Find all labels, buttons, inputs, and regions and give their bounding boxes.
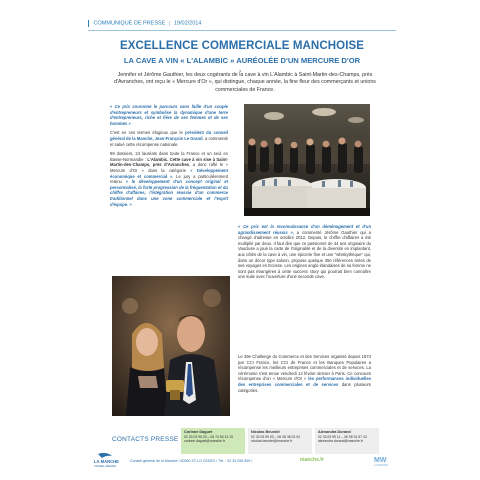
logo-text: LA MANCHE xyxy=(94,459,119,464)
contact-card xyxy=(181,428,245,454)
contact-name: Corinne Daguet xyxy=(184,430,213,434)
jury-quote: « le développement d'un concept original et personnalisé, la forte progression de la fréquentation et du chiffre d'affaires, l'intégration réussie d'un commerce traditionnel dans une zone commerciale et l'esprit d'équipe. » xyxy=(110,179,228,207)
contact-name: Nicolas Beurdel xyxy=(251,430,280,434)
text-span: qui pourrait bien connaître une suite avec l'ouverture d'une seconde cave. xyxy=(238,268,371,280)
text-span-italic: success story xyxy=(292,268,319,274)
left-paragraph-2 xyxy=(110,151,228,207)
footer-address: Conseil général de la Manche / 50050 ST-LO CEDEX / Tél. : 02 33 055 550 / xyxy=(130,459,253,463)
decorative-bullet: ● xyxy=(239,68,242,73)
text-span: Le 39e Challenge du Commerce et des Services organisé depuis 1974 par CCI France, les CCI de France et les Banques Populaires a récompensé les meilleurs entreprises commerciales et de services. La cérémonie s'est tenue vendredi 14 février dernier à Paris. Ce concours récompense d'un « Mercure d'Or » xyxy=(238,354,371,382)
header-label: COMMUNIQUÉ DE PRESSE xyxy=(93,20,166,27)
right-column-bottom xyxy=(238,354,371,397)
president-name: président du conseil général de la Manche, Jean-François Le Grand xyxy=(110,130,228,141)
contact-name: Alexandra Dorand xyxy=(318,430,351,434)
contact-phone: 02 33 05 99 53 – 06 08 38 03 04 xyxy=(251,434,301,439)
contact-card xyxy=(248,428,312,454)
right-paragraph-2 xyxy=(238,354,371,393)
mw-subtext: LA MANCHE xyxy=(374,464,388,467)
contacts-label: CONTACTS PRESSE xyxy=(112,436,179,443)
contact-phone: 02 33 05 95 03 – 06 74 50 13 15 xyxy=(184,434,234,439)
header-separator: | xyxy=(168,20,171,27)
manche-mw-logo xyxy=(371,455,393,467)
press-contacts xyxy=(88,428,396,454)
shop-location: L'Alambic. Cette cave à vin sise à Saint-Martin-des-Champs, près d'Avranches xyxy=(110,156,228,168)
contact-email[interactable]: nicolas.beurdel@manche.fr xyxy=(251,439,293,444)
document-header xyxy=(88,20,396,30)
right-column-top xyxy=(238,224,371,284)
contact-phone: 02 33 05 99 11 – 06 98 91 57 43 xyxy=(318,434,367,439)
press-release-page xyxy=(88,20,396,468)
event-photo-image xyxy=(244,104,370,216)
page-footer xyxy=(88,456,396,466)
left-paragraph-1 xyxy=(110,130,228,147)
right-paragraph-1 xyxy=(238,224,371,280)
gauthier-quote: « Ce prix est la reconnaissance d'un déménagement et d'un agrandissement réussis » xyxy=(238,224,371,235)
logo-subtext: CONSEIL GÉNÉRAL xyxy=(94,465,117,468)
left-quote: « Ce prix couronne le parcours sans faille d'un couple d'entrepreneurs et symbolise la dynamique d'une terre d'entrepreneurs, riche et fière de ses femmes et de ses hommes » xyxy=(110,104,228,126)
header-bar xyxy=(88,20,89,27)
award-category: « Développement économique et commercial » xyxy=(110,167,228,179)
header-date: 19/02/2014 xyxy=(173,20,202,27)
contact-email[interactable]: corinne.daguet@manche.fr xyxy=(184,439,225,444)
contact-card xyxy=(315,428,379,454)
event-photo xyxy=(244,104,370,216)
mw-text: MW xyxy=(374,457,387,464)
text-span: , a commenté Jérôme Gauthier qui a changé d'adresse en octobre 2012. Depuis, le chiffre d'affaires a été multiplié par deux. Il faut dire que ce passionné de 44 ans originaire du Vaucluse a joué la carte de l'originalité et de la diversité en implantant, aux côtés de la cave à vin, une épicerie fine et une "whiskythèque" qui, dans un décor type saloon, propose quelque 350 références tirées de ses voyages en Ecosse. Les origines anglo-irlandaises de sa femme ne sont pas étrangères à cette xyxy=(238,229,371,274)
text-span: 99 dossiers, 24 lauréats dans toute la France et un seul en Basse-Normandie : xyxy=(110,151,228,162)
performance-highlight: les performances individuelles des entreprises commerciales et de services xyxy=(238,376,371,387)
header-divider xyxy=(88,30,396,31)
la-manche-logo xyxy=(92,452,120,468)
text-span: . Le jury a particulièrement retenu xyxy=(110,173,229,185)
page-subtitle: LA CAVE A VIN « L'ALAMBIC » AURÉOLÉE D'UN MERCURE D'OR xyxy=(123,56,361,65)
text-span: C'est en ces termes élogieux que le xyxy=(110,130,183,136)
winners-photo xyxy=(112,276,230,416)
footer-website[interactable]: manche.fr xyxy=(300,457,324,463)
text-span: , a donc raflé le « Mercure d'Or » dans la catégorie xyxy=(110,162,228,173)
intro-paragraph: Jennifer et Jérôme Gauthier, les deux cogérants de la cave à vin L'Alambic à Saint-Martin-des-Champs, près d'Avranches, ont reçu le « Mercure d'Or », qui distingue, chaque année, la fine fleur des commerçants et unions commerciales de France. xyxy=(114,72,376,93)
text-span: dans plusieurs catégories. xyxy=(238,381,372,393)
page-title: EXCELLENCE COMMERCIALE MANCHOISE xyxy=(119,40,365,52)
winners-photo-image xyxy=(112,276,230,416)
left-column xyxy=(110,104,228,211)
text-span: , a commenté et salué cette récompense nationale. xyxy=(110,135,228,147)
contact-email[interactable]: alexandra.dorand@manche.fr xyxy=(318,439,363,444)
